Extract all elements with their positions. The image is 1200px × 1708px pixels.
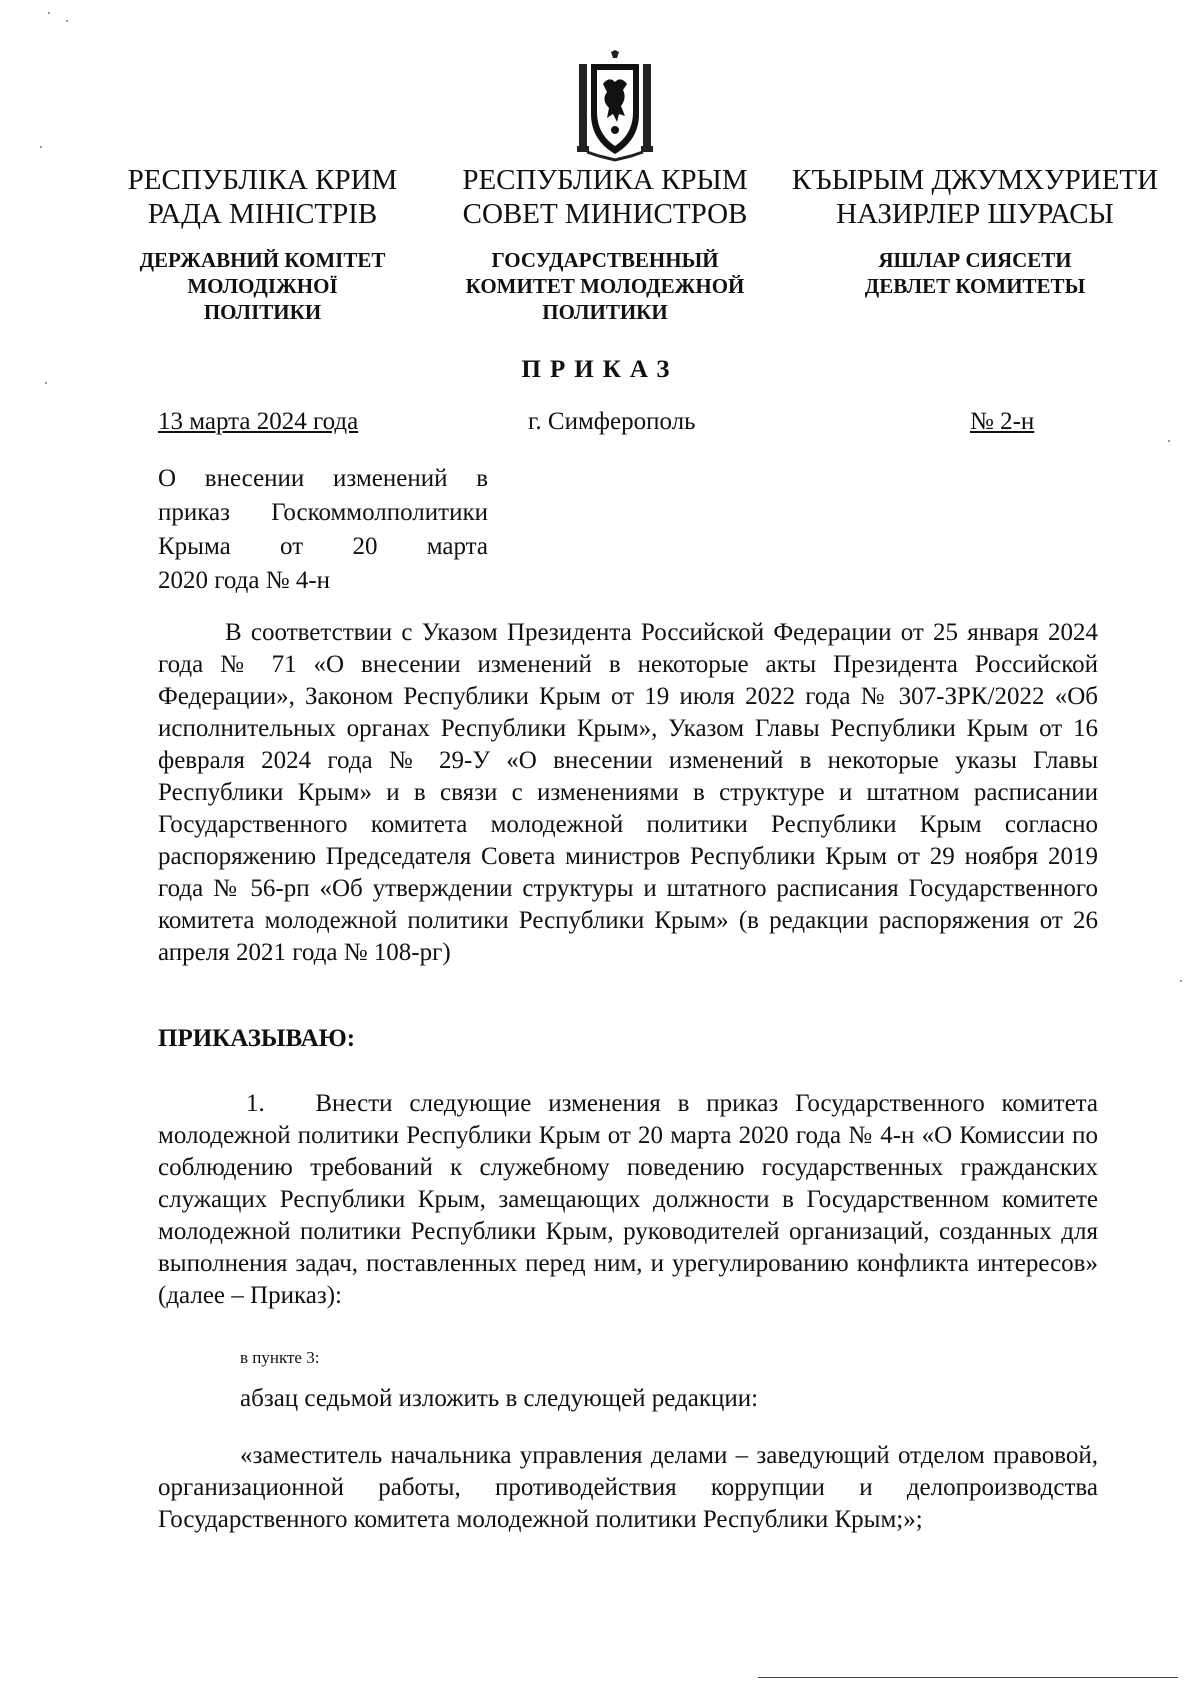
header-left-ministry-line1: РЕСПУБЛІКА КРИМ: [127, 164, 398, 196]
header-center-ministry-line2: СОВЕТ МИНИСТРОВ: [462, 198, 748, 230]
header-right-ministry-line2: НАЗИРЛЕР ШУРАСЫ: [836, 198, 1114, 230]
header-left: [120, 163, 405, 325]
item-1-text: Внести следующие изменения в приказ Государственного комитета молодежной политики Республики Крым от 20 марта 2020 года № 4-н «О Комиссии по соблюдению требований к служебному поведению государственных гражданских служащих Республики Крым, замещающих должности в Государственном комитете молодежной политики Республики Крым, руководителей организаций, созданных для выполнения задач, поставленных перед ним, и урегулированию конфликта интересов» (далее – Приказ):: [158, 1090, 1099, 1309]
footer-divider: [758, 1677, 1178, 1678]
header-right-committee-line: ЯШЛАР СИЯСЕТИ: [878, 248, 1072, 272]
scan-speck: [1180, 980, 1182, 982]
header-center-committee-line: ПОЛИТИКИ: [542, 300, 668, 324]
subject-line: 2020 года № 4-н: [158, 567, 331, 594]
scan-speck: [40, 146, 42, 148]
header-left-committee-line: ДЕРЖАВНИЙ КОМІТЕТ: [139, 248, 386, 272]
subject-line: О внесении изменений в: [158, 465, 488, 492]
scan-speck: [66, 20, 68, 22]
new-text-paragraph: «заместитель начальника управления делами – заведующий отделом правовой, организационной работы, противодействия коррупции и делопроизводства Государственного комитета молодежной политики Республики Крым;»;: [158, 1442, 1098, 1533]
scan-speck: [45, 382, 47, 384]
subject-line: Крыма от 20 марта: [158, 533, 488, 560]
header-center-committee-line: ГОСУДАРСТВЕННЫЙ: [491, 248, 719, 272]
header-left-ministry-line2: РАДА МІНІСТРІВ: [147, 198, 378, 230]
instruction-line: абзац седьмой изложить в следующей редакции:: [240, 1385, 759, 1412]
header-left-committee-line: ПОЛІТИКИ: [203, 300, 322, 324]
header-center-committee: [445, 247, 765, 325]
document-number: № 2-н: [970, 408, 1035, 435]
document-subject: [158, 462, 488, 598]
crimea-coat-of-arms-icon: [575, 50, 655, 162]
header-right: [785, 163, 1165, 299]
scan-speck: [1168, 440, 1170, 442]
item-1-number: 1.: [246, 1090, 265, 1117]
header-left-committee-line: МОЛОДІЖНОЇ: [187, 274, 338, 298]
header-center: [445, 163, 765, 325]
header-right-committee: [785, 247, 1165, 299]
header-center-committee-line: КОМИТЕТ МОЛОДЕЖНОЙ: [465, 274, 745, 298]
item-1-paragraph: [158, 1088, 1098, 1312]
header-right-ministry-line1: КЪЫРЫМ ДЖУМХУРИЕТИ: [791, 164, 1159, 196]
header-left-committee: [120, 247, 405, 325]
point-reference: в пункте 3:: [240, 1348, 320, 1367]
preamble-paragraph: В соответствии с Указом Президента Российской Федерации от 25 января 2024 года № 71 «О внесении изменений в некоторые акты Президента Российской Федерации», Законом Республики Крым от 19 июля 2022 года № 307-ЗРК/2022 «Об исполнительных органах Республики Крым», Указом Главы Республики Крым от 16 февраля 2024 года № 29-У «О внесении изменений в некоторые указы Главы Республики Крым» и в связи с изменениями в структуре и штатном расписании Государственного комитета молодежной политики Республики Крым согласно распоряжению Председателя Совета министров Республики Крым от 29 ноября 2019 года № 56-рп «Об утверждении структуры и штатного расписания Государственного комитета молодежной политики Республики Крым» (в редакции распоряжения от 26 апреля 2021 года № 108-рг): [158, 619, 1098, 966]
document-date: 13 марта 2024 года: [158, 408, 359, 435]
order-heading: ПРИКАЗЫВАЮ:: [158, 1025, 356, 1052]
header-center-ministry-line1: РЕСПУБЛИКА КРЫМ: [462, 164, 748, 196]
document-title: ПРИКАЗ: [521, 356, 679, 383]
subject-line: приказ Госкоммолполитики: [158, 499, 488, 526]
header-right-committee-line: ДЕВЛЕТ КОМИТЕТЫ: [864, 274, 1086, 298]
scan-speck: [48, 12, 50, 14]
document-city: г. Симферополь: [528, 408, 696, 435]
